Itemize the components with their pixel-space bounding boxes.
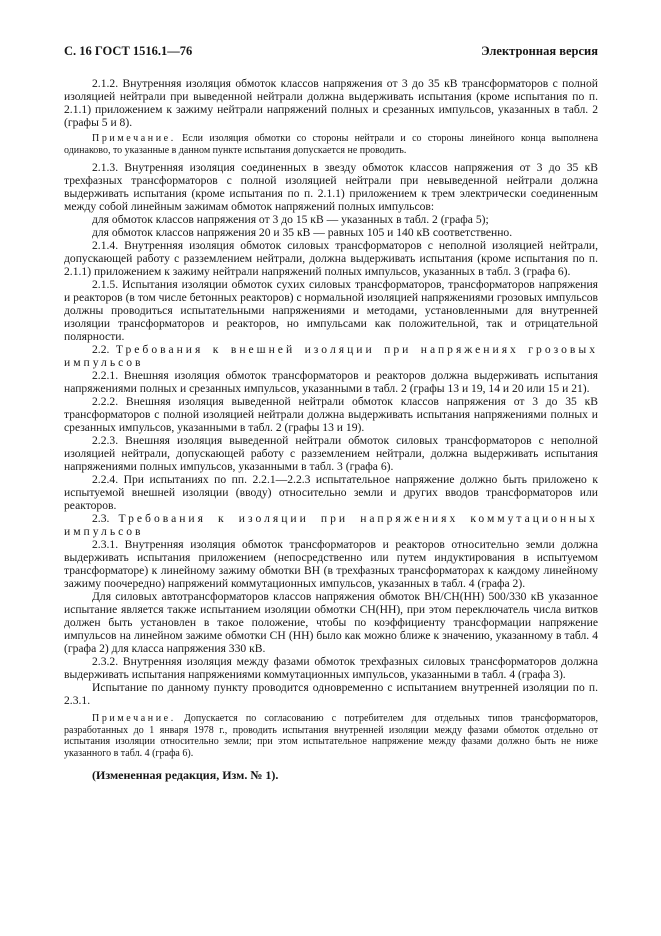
section-title: Требования к изоляции при напряжениях коммутационных импульсов xyxy=(64,512,598,539)
section-number: 2.2. xyxy=(92,343,110,357)
note-label: Примечание. xyxy=(92,133,176,144)
section-number: 2.3. xyxy=(92,512,110,526)
document-body xyxy=(64,77,598,782)
clause-2-1-5: 2.1.5. Испытания изоляции обмоток сухих силовых трансформаторов, трансформаторов напряжения и реакторов (в том числе бетонных реакторов) с нормальной изоляцией напряжениями грозовых импульсов должны проводиться испытательными напряжениями и методами, установленными для внутренней изоляции трансформаторов и реакторов, но импульсами как положительной, так и отрицательной полярности. xyxy=(64,278,598,344)
note-text: Если изоляция обмотки со стороны нейтрали и со стороны линейного конца выполнена одинаково, то указанные в данном пункте испытания допускается не проводить. xyxy=(64,133,599,156)
section-heading-2-3 xyxy=(64,512,598,538)
clause-2-2-2: 2.2.2. Внешняя изоляция выведенной нейтрали обмоток классов напряжения от 3 до 35 кВ трансформаторов с полной изоляцией нейтрали должна выдерживать испытания напряжениями полных и срезанных импульсов, указанными в табл. 2 (графы 13 и 19). xyxy=(64,395,598,435)
amendment-note: (Измененная редакция, Изм. № 1). xyxy=(92,767,279,782)
note xyxy=(64,133,598,156)
clause-2-1-4: 2.1.4. Внутренняя изоляция обмоток силовых трансформаторов с неполной изоляцией нейтрали, допускающей работу с разземлением нейтрали, должна выдерживать испытания (кроме испытания по п. 2.1.1) приложением к зажиму нейтрали напряжений полных импульсов, указанных в табл. 3 (графа 6). xyxy=(64,239,598,279)
clause-2-1-3-item: для обмоток классов напряжения от 3 до 15 кВ — указанных в табл. 2 (графа 5); xyxy=(92,213,489,227)
edition-label: Электронная версия xyxy=(481,44,598,58)
clause-2-3-2-continuation: Испытание по данному пункту проводится одновременно с испытанием внутренней изоляции по п. 2.3.1. xyxy=(64,681,598,708)
clause-2-3-2: 2.3.2. Внутренняя изоляция между фазами обмоток трехфазных силовых трансформаторов должна выдерживать испытания напряжениями коммутационных импульсов, указанными в табл. 4 (графа 3). xyxy=(64,655,598,682)
clause-2-2-4: 2.2.4. При испытаниях по пп. 2.2.1—2.2.3 испытательное напряжение должно быть приложено к испытуемой внешней изоляции (вводу) относительно земли и других вводов трансформаторов или реакторов. xyxy=(64,473,598,513)
clause-2-2-3: 2.2.3. Внешняя изоляция выведенной нейтрали обмоток силовых трансформаторов с неполной изоляцией нейтрали, допускающей работу с разземлением нейтрали, должна выдерживать испытания напряжениями полных импульсов, указанными в табл. 3 (графа 6). xyxy=(64,434,598,474)
clause-2-1-2: 2.1.2. Внутренняя изоляция обмоток классов напряжения от 3 до 35 кВ трансформаторов с полной изоляцией нейтрали при выведенной нейтрали должна выдерживать испытания (кроме испытания по п. 2.1.1) приложением к зажиму нейтрали напряжений полных и срезанных импульсов, указанных в табл. 2 (графы 5 и 8). xyxy=(64,77,598,129)
clause-2-1-3: 2.1.3. Внутренняя изоляция соединенных в звезду обмоток классов напряжения от 3 до 35 кВ трехфазных трансформаторов с полной изоляцией нейтрали при невыведенной нейтрали должна выдерживать испытания (кроме испытания по п. 2.1.1) приложением к трем электрически соединенным между собой линейным зажимам обмоток напряжений полных импульсов: xyxy=(64,161,598,214)
clause-2-3-1-continuation: Для силовых автотрансформаторов классов напряжения обмоток ВН/СН(НН) 500/330 кВ указанное испытание является также испытанием изоляции обмотки СН(НН), при этом переключатель числа витков должен быть установлен в такое положение, чтобы по коэффициенту трансформации напряжение импульсов на линейном зажиме обмотки СН (НН) было как можно ближе к значению, указанному в табл. 4 (графа 2) для класса напряжения 330 кВ. xyxy=(64,590,598,656)
clause-2-1-3-item: для обмоток классов напряжения 20 и 35 кВ — равных 105 и 140 кВ соответственно. xyxy=(92,226,513,240)
note xyxy=(64,713,598,759)
clause-2-3-1: 2.3.1. Внутренняя изоляция обмоток трансформаторов и реакторов относительно земли должна выдерживать испытания приложением (непосредственно или путем индуктирования в испытуемом трансформаторе) к линейному зажиму обмотки ВН (в трехфазных трансформаторах к каждому линейному зажиму поочередно) напряжений коммутационных импульсов, указанных в табл. 4 (графа 2). xyxy=(64,538,598,591)
page-number-standard-code: С. 16 ГОСТ 1516.1—76 xyxy=(64,44,193,58)
section-title: Требования к внешней изоляции при напряжениях грозовых импульсов xyxy=(64,343,598,370)
section-heading-2-2 xyxy=(64,343,598,369)
clause-2-2-1: 2.2.1. Внешняя изоляция обмоток трансформаторов и реакторов должна выдерживать испытания напряжениями полных и срезанных импульсов, указанными в табл. 2 (графы 13 и 19, 14 и 20 или 15 и 21). xyxy=(64,369,598,396)
note-text: Допускается по согласованию с потребителем для отдельных типов трансформаторов, разработанных до 1 января 1978 г., проводить испытания внутренней изоляции между фазами обмоток отдельно от испытания изоляции относительно земли; при этом испытательное напряжение между фазами должно быть не ниже указанного в табл. 4 (графа 6). xyxy=(64,713,598,759)
page-header xyxy=(64,44,598,59)
note-label: Примечание. xyxy=(92,713,176,725)
